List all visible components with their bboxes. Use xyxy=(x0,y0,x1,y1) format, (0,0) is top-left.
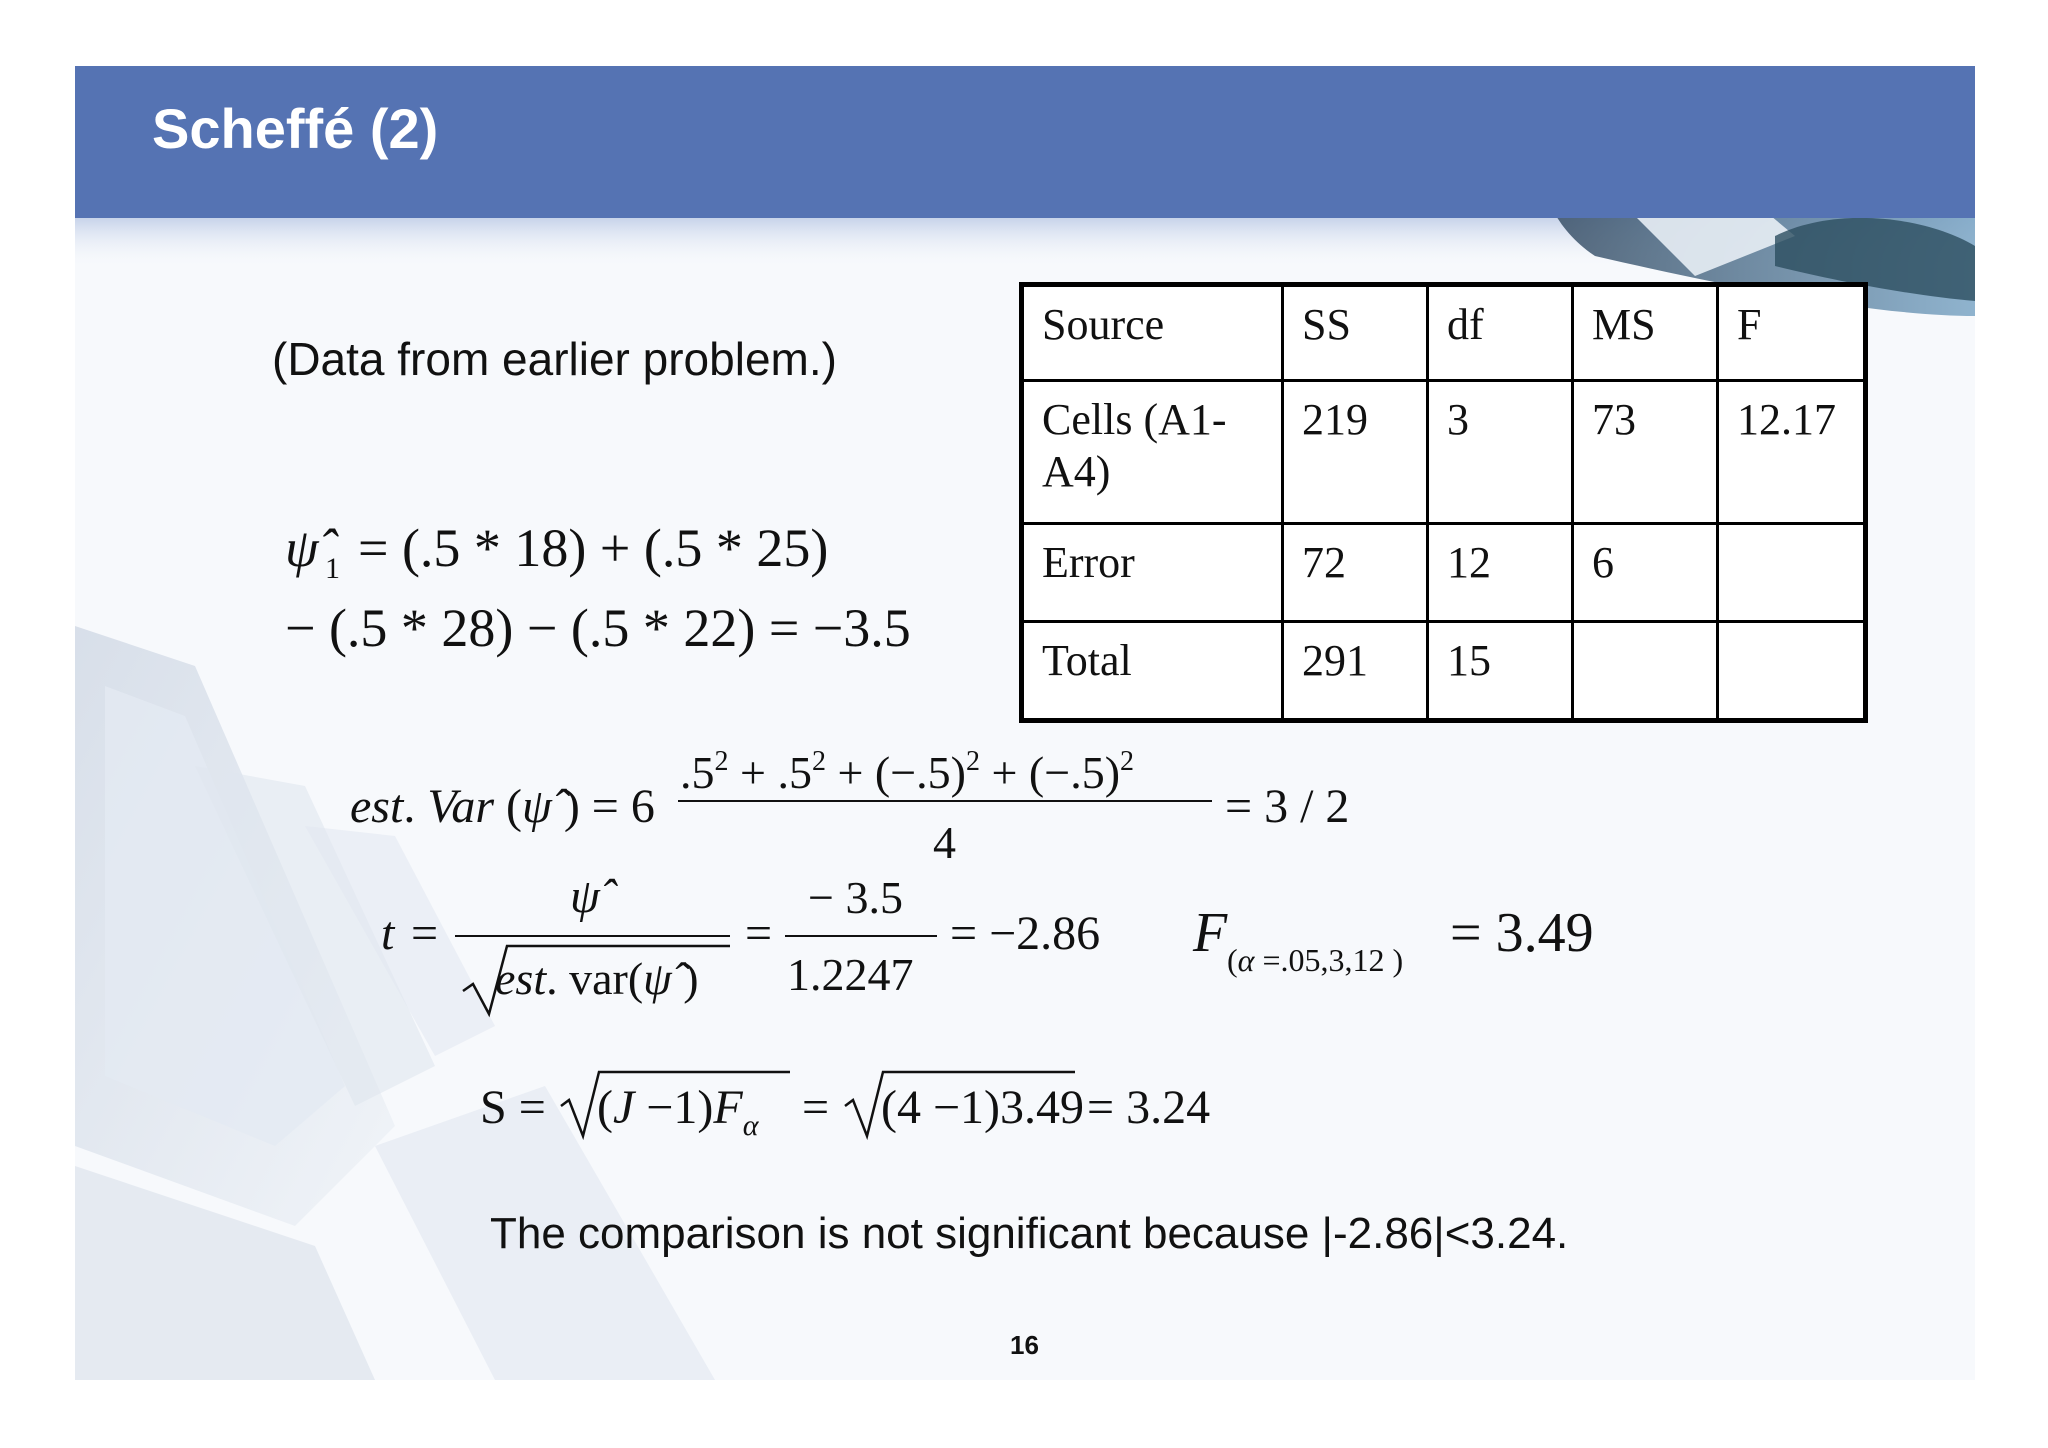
header-source: Source xyxy=(1022,285,1283,381)
variance-equation xyxy=(350,746,1349,868)
svg-text:= 3 / 2: = 3 / 2 xyxy=(1225,780,1350,833)
svg-text:= 3.49: = 3.49 xyxy=(1450,902,1594,964)
s-value-equation xyxy=(480,1072,1210,1142)
header-ss: SS xyxy=(1283,285,1428,381)
svg-text:t: t xyxy=(381,907,395,960)
svg-text:= 3.24: = 3.24 xyxy=(1087,1081,1211,1134)
svg-text:= −2.86: = −2.86 xyxy=(950,907,1101,960)
svg-text:est. var(ψ̂ ): est. var(ψ̂ ) xyxy=(495,953,699,1004)
equations xyxy=(75,66,1975,1380)
svg-text:4: 4 xyxy=(933,817,956,868)
svg-text:1.2247: 1.2247 xyxy=(787,949,914,1000)
svg-text:(J −1)Fα: $(J -1)F_\alpha$ xyxy=(597,1081,759,1142)
page-number: 16 xyxy=(1010,1330,1039,1360)
table-cell: Total xyxy=(1022,622,1283,721)
svg-text:ψ̂: ψ̂ xyxy=(285,518,319,578)
svg-text:=: = xyxy=(745,907,773,960)
svg-text:− (.5 * 28) − (.5 * 22) = −3.5: − (.5 * 28) − (.5 * 22) = −3.5 xyxy=(285,598,911,658)
f-critical-equation xyxy=(1192,902,1594,978)
table-cell: 12.17 xyxy=(1718,381,1866,524)
svg-text:(4 −1)3.49: (4 −1)3.49 xyxy=(881,1081,1085,1134)
data-note: (Data from earlier problem.) xyxy=(272,333,837,385)
header-df: df xyxy=(1428,285,1573,381)
table-cell: 219 xyxy=(1283,381,1428,524)
table-cell: 291 xyxy=(1283,622,1428,721)
slide xyxy=(75,66,1975,1380)
svg-text:− 3.5: − 3.5 xyxy=(808,872,903,923)
svg-text:est. Var (ψ̂ ) = 6: est. Var (ψ̂ ) = 6 xyxy=(350,780,655,833)
svg-text:=: = xyxy=(411,907,439,960)
table-cell: 73 xyxy=(1573,381,1718,524)
svg-text:ψ̂: ψ̂ xyxy=(570,870,600,923)
svg-text:=: = xyxy=(802,1081,830,1134)
table-cell: 72 xyxy=(1283,524,1428,622)
psi-hat-equation xyxy=(285,518,911,658)
table-cell: Error xyxy=(1022,524,1283,622)
header-f: F xyxy=(1718,285,1866,381)
svg-text:= (.5 * 18) + (.5 * 25): = (.5 * 18) + (.5 * 25) xyxy=(358,518,829,578)
t-statistic-equation xyxy=(381,870,1100,1014)
svg-text:S =: S = xyxy=(480,1081,546,1134)
svg-text:1: 1 xyxy=(325,552,340,585)
table-cell: 15 xyxy=(1428,622,1573,721)
table-cell: Cells (A1-A4) xyxy=(1022,381,1283,524)
svg-text:F: F xyxy=(1193,902,1228,964)
table-cell: 12 xyxy=(1428,524,1573,622)
table-cell: 3 xyxy=(1428,381,1573,524)
table-cell: 6 xyxy=(1573,524,1718,622)
conclusion-text: The comparison is not significant because |-2.86|<3.24. xyxy=(490,1209,1569,1258)
svg-text:(α =.05,3,12 ): (α =.05,3,12 ) xyxy=(1227,942,1404,978)
svg-text:.52 + .52 + (−.5)2 + (−.5)2: $.5^2 + .5^2 + (-.5)^2 + (-.5)^2$ xyxy=(680,746,1135,798)
header-ms: MS xyxy=(1573,285,1718,381)
slide-title: Scheffé (2) xyxy=(152,97,439,160)
